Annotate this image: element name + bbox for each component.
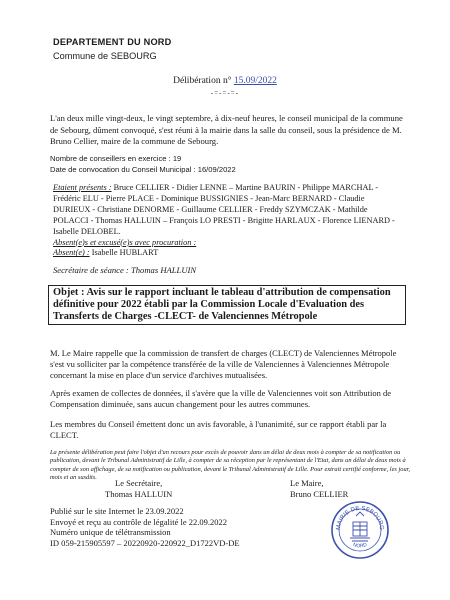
absent-list: Isabelle HUBLART (89, 248, 159, 258)
present-list: Bruce CELLIER - Didier LENNE – Martine BAURIN - Philippe MARCHAL - Frédéric ELU - Pierre PLACE - Dominique BUSSIGNIES - Jean-Marc BERNARD - Claudie DURIEUX - Christiane DENORME - Guillaume CELLIER - Freddy SZYMCZAK - Mathilde POLACCI - Thomas HALLUIN – François LO PRESTI - Brigitte HARLAUX - Florence LIENARD - Isabelle DELOBEL. (53, 183, 395, 236)
paragraph-rappel: M. Le Maire rappelle que la commission de transfert de charges (CLECT) de Valenciennes Métropole s'est vu solliciter par la compétence transférée de la ville de Valenciennes à Valenciennes Métropole concernant la mise en place d'un service d'archives mutualisées. (50, 348, 397, 381)
footer-id: ID 059-215905597 – 20220920-220922_D1722VD-DE (50, 537, 240, 548)
absent-line (53, 248, 403, 259)
separator: -=-=-=- (210, 89, 240, 97)
mayor-signature (290, 478, 348, 501)
mayor-name: Bruno CELLIER (290, 489, 349, 500)
procuration-line (53, 238, 403, 249)
objet-text: Objet : Avis sur le rapport incluant le tableau d'attribution de compensation définitive pour 2022 établi par la Commission Locale d'Evaluation des Transferts de Charges -CLECT- de Valenciennes Métropole (53, 287, 391, 322)
secretary-signature (105, 478, 172, 501)
publication-footer (50, 506, 240, 548)
secretary-title: Le Secrétaire, (115, 478, 163, 488)
deliberation-label: Délibération n° (173, 76, 232, 86)
present-line (53, 183, 403, 238)
convocation-date: Date de convocation du Conseil Municipal : 16/09/2022 (50, 164, 236, 174)
deliberation-title (0, 76, 450, 86)
footer-number-label: Numéro unique de télétransmission (50, 527, 171, 538)
svg-text:NORD (352, 542, 368, 550)
absent-label: Absent(e) : (53, 248, 90, 258)
deliberation-number: 15.09/2022 (233, 76, 277, 86)
recourse-notice: La présente délibération peut faire l'objet d'un recours pour excès de pouvoir dans un délai de deux mois à compter de sa notification ou publication, devant le Tribunal Administratif de Lille, à compter de sa réception par le représentant de l'Etat, dans un délai de deux mois à compter de son affichage, de sa notification ou publication, devant le Tribunal Administratif de Lille. Pour extrait certifié conforme, les jour, mois et an susdits. (50, 449, 411, 481)
procuration-label: Absent(e)s et excusé(e)s avec procuration : (53, 237, 197, 247)
attendance-block (53, 183, 403, 259)
present-label: Etaient présents : (53, 183, 112, 192)
stamp-text-top: MAIRIE DE SEBOURG (335, 505, 385, 531)
stamp-text-bottom: NORD (352, 541, 368, 550)
department-heading: DEPARTEMENT DU NORD (53, 37, 172, 47)
counts-block (50, 154, 236, 175)
stamp-icon (330, 500, 390, 560)
conseillers-count: Nombre de conseillers en exercice : 19 (50, 154, 182, 163)
secretaire-seance: Secrétaire de séance : Thomas HALLUIN (53, 265, 197, 275)
mayor-title: Le Maire, (290, 478, 324, 488)
secretary-name: Thomas HALLUIN (105, 489, 173, 500)
paragraph-examen: Après examen de collectes de données, il s'avère que la ville de Valenciennes voit son Attribution de Compensation diminuée, sans aucun changement pour les autres communes. (50, 388, 392, 410)
intro-paragraph: L'an deux mille vingt-deux, le vingt septembre, à dix-neuf heures, le conseil municipal de la commune de Sebourg, dûment convoqué, s'est réuni à la mairie dans la salle du conseil, sous la présidence de M. Bruno Cellier, maire de la commune de Sebourg. (50, 113, 403, 147)
footer-sent: Envoyé et reçu au contrôle de légalité le 22.09.2022 (50, 516, 228, 527)
objet-box (48, 285, 406, 325)
paragraph-avis: Les membres du Conseil émettent donc un avis favorable, à l'unanimité, sur ce rapport établi par la CLECT. (50, 419, 387, 441)
footer-published: Publié sur le site Internet le 23.09.2022 (50, 506, 184, 516)
mairie-stamp (330, 500, 390, 560)
commune-heading: Commune de SEBOURG (53, 51, 157, 61)
